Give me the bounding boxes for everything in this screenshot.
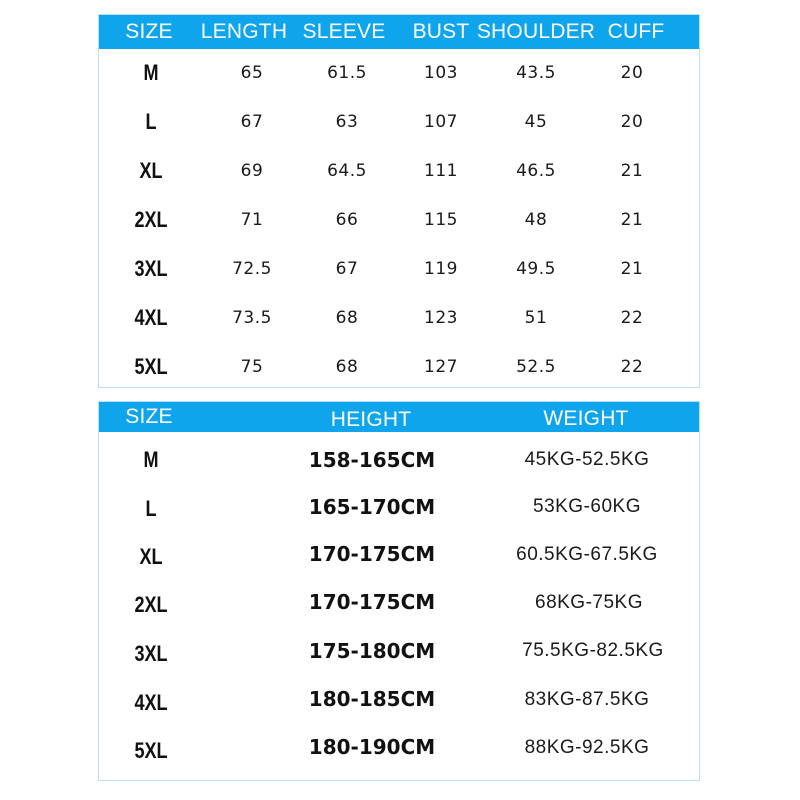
size-label: 2XL — [134, 592, 168, 617]
header-shoulder: SHOULDER — [476, 20, 596, 43]
header-weight: WEIGHT — [543, 407, 629, 430]
weight-value: 88KG-92.5KG — [524, 737, 650, 758]
height-value: 170-175CM — [308, 542, 436, 566]
shoulder-value: 51 — [524, 308, 548, 328]
fit-header-row — [99, 402, 699, 432]
header-bust: BUST — [412, 20, 470, 43]
size-label: 5XL — [134, 354, 168, 379]
size-label: 3XL — [134, 256, 168, 281]
size-label: 3XL — [134, 641, 168, 666]
height-value: 170-175CM — [308, 590, 436, 614]
size-label: XL — [139, 544, 163, 569]
sleeve-value: 64.5 — [327, 161, 367, 181]
header-sleeve: SLEEVE — [302, 20, 386, 43]
header-size: SIZE — [125, 20, 173, 43]
length-value: 67 — [240, 112, 264, 132]
height-value: 180-185CM — [308, 687, 436, 711]
bust-value: 119 — [424, 259, 458, 279]
weight-value: 53KG-60KG — [533, 496, 641, 517]
weight-value: 60.5KG-67.5KG — [516, 544, 658, 565]
length-value: 69 — [240, 161, 264, 181]
sleeve-value: 68 — [335, 357, 359, 377]
height-value: 165-170CM — [308, 495, 436, 519]
cuff-value: 21 — [620, 161, 644, 181]
cuff-value: 22 — [620, 357, 644, 377]
sleeve-value: 61.5 — [327, 63, 367, 83]
cuff-value: 22 — [620, 308, 644, 328]
bust-value: 103 — [424, 63, 458, 83]
height-value: 175-180CM — [308, 639, 436, 663]
cuff-value: 21 — [620, 210, 644, 230]
length-value: 71 — [240, 210, 264, 230]
weight-value: 45KG-52.5KG — [524, 449, 650, 470]
sleeve-value: 67 — [335, 259, 359, 279]
shoulder-value: 48 — [524, 210, 548, 230]
size-label: 4XL — [134, 690, 168, 715]
cuff-value: 20 — [620, 112, 644, 132]
shoulder-value: 49.5 — [516, 259, 556, 279]
measurements-table — [98, 14, 700, 388]
shoulder-value: 46.5 — [516, 161, 556, 181]
header-size: SIZE — [125, 405, 173, 428]
length-value: 73.5 — [232, 308, 272, 328]
header-cuff: CUFF — [607, 20, 665, 43]
bust-value: 123 — [424, 308, 458, 328]
cuff-value: 21 — [620, 259, 644, 279]
sleeve-value: 66 — [335, 210, 359, 230]
size-label: M — [143, 447, 159, 472]
length-value: 75 — [240, 357, 264, 377]
bust-value: 127 — [424, 357, 458, 377]
sleeve-value: 63 — [335, 112, 359, 132]
weight-value: 75.5KG-82.5KG — [522, 640, 664, 661]
header-length: LENGTH — [200, 20, 288, 43]
size-label: XL — [139, 158, 163, 183]
bust-value: 111 — [424, 161, 458, 181]
length-value: 65 — [240, 63, 264, 83]
height-value: 158-165CM — [308, 448, 436, 472]
size-label: 2XL — [134, 207, 168, 232]
measurements-header-row — [99, 15, 699, 49]
size-label: 5XL — [134, 738, 168, 763]
height-value: 180-190CM — [308, 735, 436, 759]
cuff-value: 20 — [620, 63, 644, 83]
header-height: HEIGHT — [330, 408, 412, 431]
size-label: M — [143, 60, 159, 85]
shoulder-value: 52.5 — [516, 357, 556, 377]
weight-value: 68KG-75KG — [535, 592, 643, 613]
size-label: L — [145, 496, 157, 521]
shoulder-value: 43.5 — [516, 63, 556, 83]
sleeve-value: 68 — [335, 308, 359, 328]
weight-value: 83KG-87.5KG — [524, 689, 650, 710]
shoulder-value: 45 — [524, 112, 548, 132]
fit-table — [98, 401, 700, 781]
bust-value: 107 — [424, 112, 458, 132]
bust-value: 115 — [424, 210, 458, 230]
size-label: L — [145, 109, 157, 134]
length-value: 72.5 — [232, 259, 272, 279]
size-label: 4XL — [134, 305, 168, 330]
